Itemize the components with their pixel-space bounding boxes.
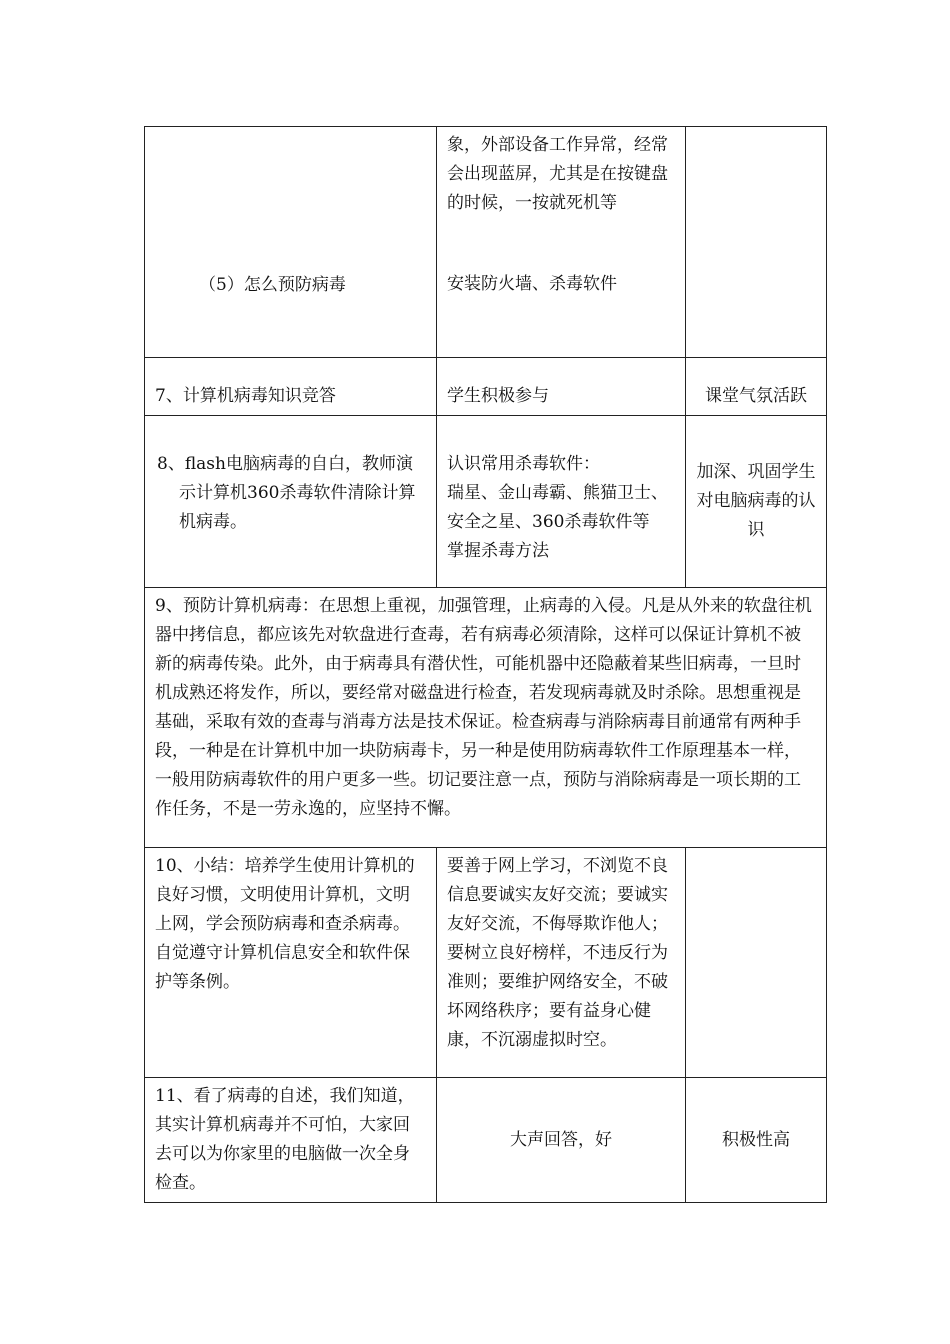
table-row-closing <box>145 1078 827 1203</box>
symptom-text: 象，外部设备工作异常，经常会出现蓝屏，尤其是在按键盘的时候，一按就死机等 <box>447 135 668 213</box>
table-row-prevent-virus <box>145 127 827 358</box>
cell-closing-activity: 11、看了病毒的自述，我们知道，其实计算机病毒并不可怕，大家回去可以为你家里的电脑做一次全身检查。 <box>145 1078 437 1203</box>
prevent-question-text: （5）怎么预防病毒 <box>199 275 346 295</box>
cell-closing-student: 大声回答，好 <box>437 1078 686 1203</box>
cell-prevent-question <box>145 127 437 358</box>
cell-summary-effect <box>686 848 827 1078</box>
table-row-summary <box>145 848 827 1078</box>
cell-closing-effect: 积极性高 <box>686 1078 827 1203</box>
cell-quiz-student: 学生积极参与 <box>437 358 686 416</box>
cell-demo-student: 认识常用杀毒软件： 瑞星、金山毒霸、熊猫卫士、安全之星、360杀毒软件等 掌握杀毒方法 <box>437 416 686 588</box>
cell-prevention-paragraph: 9、预防计算机病毒：在思想上重视，加强管理，止病毒的入侵。凡是从外来的软盘往机器中拷信息，都应该先对软盘进行查毒，若有病毒必须清除，这样可以保证计算机不被新的病毒传染。此外，由于病毒具有潜伏性，可能机器中还隐蔽着某些旧病毒，一旦时机成熟还将发作，所以，要经常对磁盘进行检查，若发现病毒就及时杀除。思想重视是基础，采取有效的查毒与消毒方法是技术保证。检查病毒与消除病毒目前通常有两种手段，一种是在计算机中加一块防病毒卡，另一种是使用防病毒软件工作原理基本一样，一般用防病毒软件的用户更多一些。切记要注意一点，预防与消除病毒是一项长期的工作任务，不是一劳永逸的，应坚持不懈。 <box>145 588 827 848</box>
cell-prevent-answer <box>437 127 686 358</box>
table-row-antivirus-demo <box>145 416 827 588</box>
lesson-plan-table <box>144 126 827 1203</box>
table-row-quiz <box>145 358 827 416</box>
table-row-prevention-paragraph <box>145 588 827 848</box>
cell-demo-activity: 8、flash电脑病毒的自白，教师演示计算机360杀毒软件清除计算机病毒。 <box>145 416 437 588</box>
cell-empty-note <box>686 127 827 358</box>
cell-quiz-effect: 课堂气氛活跃 <box>686 358 827 416</box>
prevent-answer-text: 安装防火墙、杀毒软件 <box>447 274 617 294</box>
cell-summary-activity: 10、小结：培养学生使用计算机的良好习惯，文明使用计算机，文明上网，学会预防病毒和查杀病毒。自觉遵守计算机信息安全和软件保护等条例。 <box>145 848 437 1078</box>
cell-demo-effect: 加深、巩固学生对电脑病毒的认识 <box>686 416 827 588</box>
cell-quiz-activity: 7、计算机病毒知识竞答 <box>145 358 437 416</box>
cell-summary-student: 要善于网上学习，不浏览不良信息要诚实友好交流；要诚实友好交流，不侮辱欺诈他人；要树立良好榜样，不违反行为准则；要维护网络安全，不破坏网络秩序；要有益身心健康，不沉溺虚拟时空。 <box>437 848 686 1078</box>
